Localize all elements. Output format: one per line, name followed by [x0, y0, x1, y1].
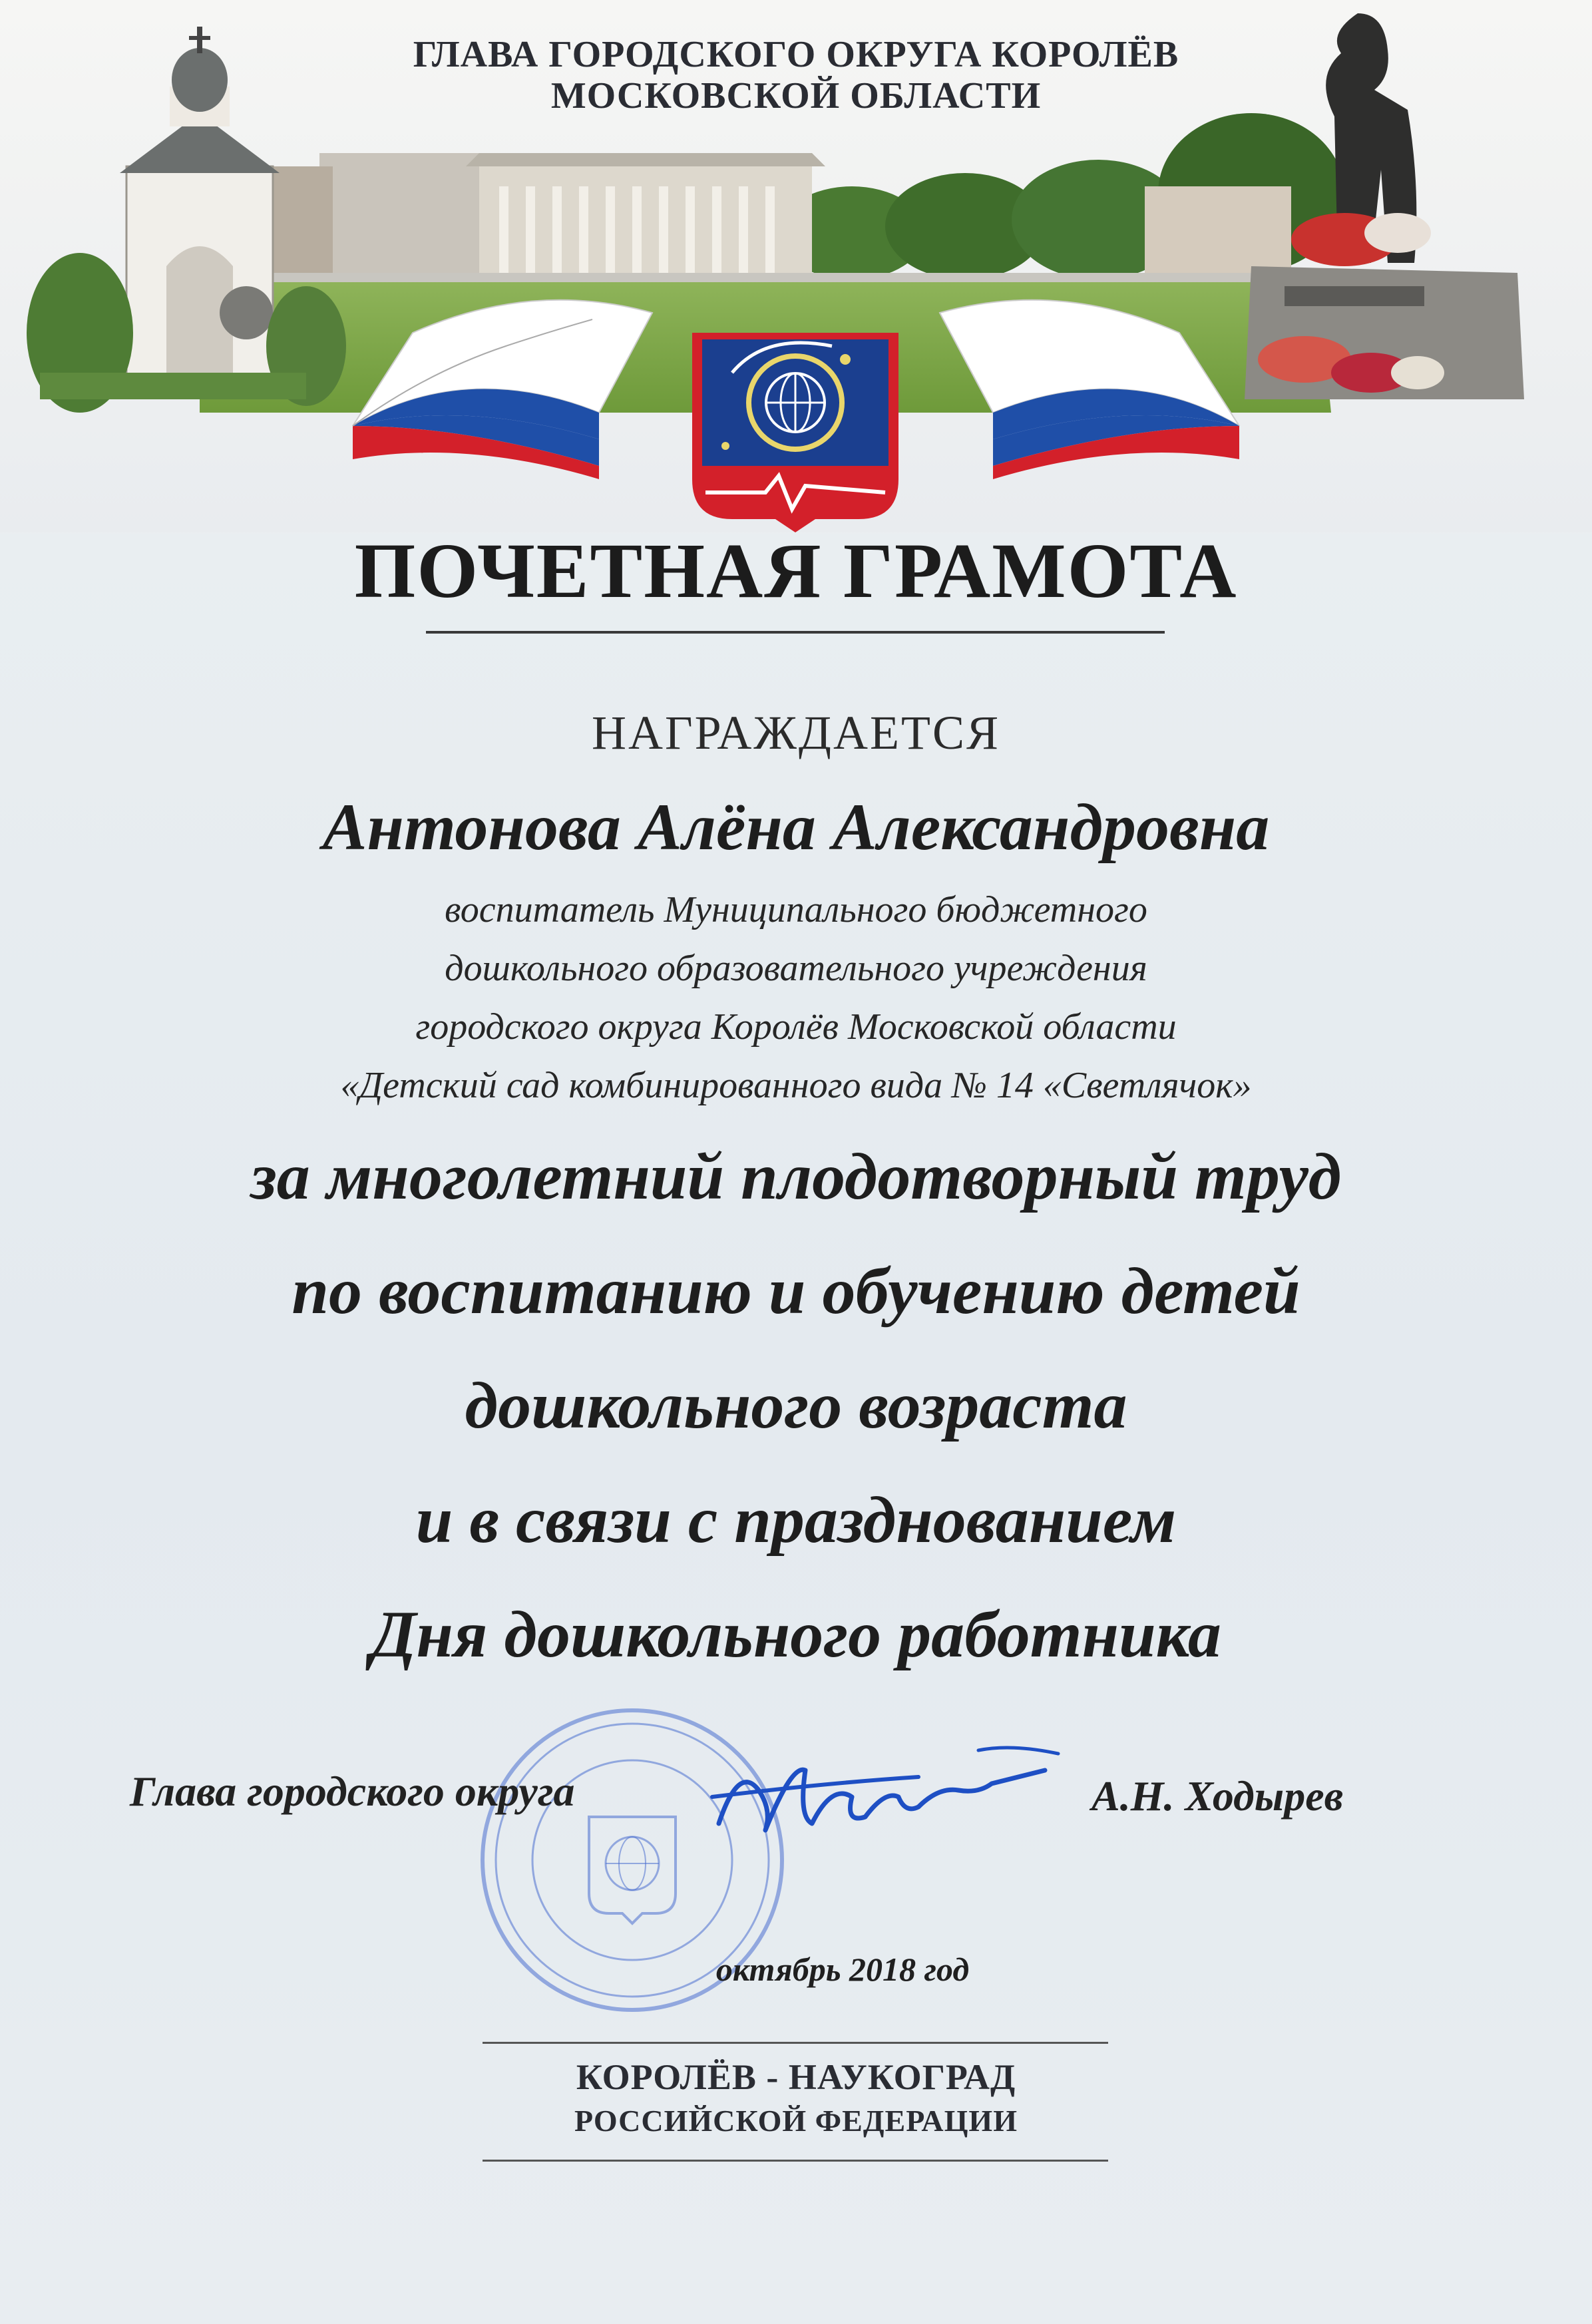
signatory-title: Глава городского округа: [130, 1768, 575, 1815]
position-line-3: городского округа Королёв Московской области: [415, 1006, 1177, 1048]
position-line-4: «Детский сад комбинированного вида № 14 «Светлячок»: [340, 1065, 1252, 1106]
signatory-name: А.Н. Ходырев: [1092, 1772, 1344, 1820]
header-line-2: МОСКОВСКОЙ ОБЛАСТИ: [550, 75, 1042, 116]
reason-line-2: по воспитанию и обучению детей: [292, 1254, 1300, 1328]
footer-top-rule: [483, 2042, 1108, 2044]
footer-line-2: РОССИЙСКОЙ ФЕДЕРАЦИИ: [574, 2104, 1018, 2138]
korolev-coat-of-arms-icon: [692, 333, 898, 532]
reason-line-3: дошкольного возраста: [465, 1368, 1127, 1442]
footer-bottom-rule: [483, 2160, 1108, 2162]
header-line-1: ГЛАВА ГОРОДСКОГО ОКРУГА КОРОЛЁВ: [413, 34, 1179, 75]
recipient-name: Антонова Алёна Александровна: [322, 790, 1270, 864]
issue-date: октябрь 2018 год: [715, 1951, 970, 1988]
handwritten-signature: [699, 1724, 1072, 1857]
reason-line-5: Дня дошкольного работника: [371, 1597, 1221, 1671]
reason-line-4: и в связи с празднованием: [415, 1483, 1177, 1557]
position-line-1: воспитатель Муниципального бюджетного: [445, 889, 1147, 930]
footer-line-1: КОРОЛЁВ - НАУКОГРАД: [576, 2057, 1016, 2097]
title-underline: [426, 631, 1165, 634]
position-line-2: дошкольного образовательного учреждения: [445, 948, 1147, 989]
certificate-title: ПОЧЕТНАЯ ГРАМОТА: [354, 527, 1238, 614]
reason-line-1: за многолетний плодотворный труд: [250, 1139, 1342, 1213]
awarded-label: НАГРАЖДАЕТСЯ: [591, 706, 1001, 759]
